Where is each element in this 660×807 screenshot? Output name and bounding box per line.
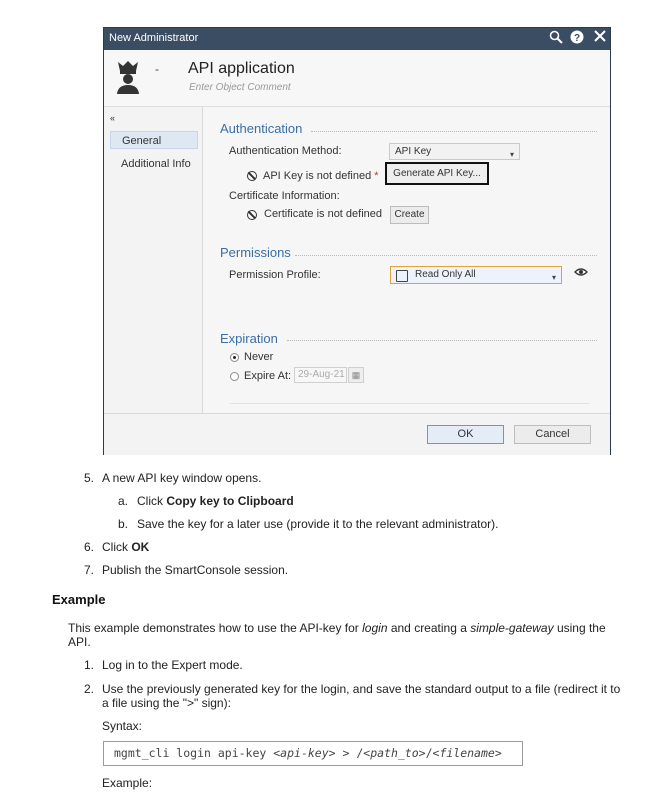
code-block: mgmt_cli login api-key <api-key> > /<path_to>/<filename>: [103, 741, 523, 766]
generate-api-key-button[interactable]: Generate API Key...: [385, 162, 489, 185]
substep-text: Click Copy key to Clipboard: [137, 494, 294, 508]
dialog-sidebar: [104, 107, 203, 413]
substep-number: a.: [118, 494, 129, 508]
object-dash: -: [155, 62, 159, 76]
section-divider: [287, 340, 597, 341]
api-key-status: API Key is not defined *: [263, 170, 379, 182]
auth-method-value: API Key: [395, 146, 432, 157]
chevron-down-icon: ▾: [509, 150, 514, 159]
section-heading: Example: [52, 592, 106, 607]
object-name[interactable]: API application: [188, 60, 295, 77]
not-defined-icon: [247, 210, 257, 220]
substep-number: b.: [118, 517, 129, 531]
svg-text:?: ?: [573, 33, 581, 44]
create-certificate-button[interactable]: Create: [390, 206, 429, 224]
dialog-title: New Administrator: [109, 32, 199, 44]
step-text: Publish the SmartConsole session.: [102, 563, 289, 577]
sidebar-item-additional-info[interactable]: Additional Info: [121, 158, 191, 170]
calendar-icon[interactable]: ▦: [348, 367, 364, 383]
example-label: Example:: [102, 776, 153, 790]
step-text: Use the previously generated key for the login, and save the standard output to a file (redirect it to: [102, 682, 621, 696]
ok-button[interactable]: OK: [427, 425, 504, 444]
chevron-down-icon: ▾: [551, 273, 556, 282]
expire-at-label: Expire At:: [244, 370, 292, 382]
authentication-section-title: Authentication: [220, 121, 303, 136]
step-number: 7.: [84, 563, 95, 577]
new-administrator-dialog: [103, 27, 611, 455]
step-number: 5.: [84, 471, 95, 485]
step-number: 1.: [84, 658, 95, 672]
certificate-info-label: Certificate Information:: [229, 190, 340, 202]
permission-profile-select[interactable]: [390, 266, 562, 284]
step-text: Click OK: [102, 540, 150, 554]
permission-profile-value: Read Only All: [415, 269, 476, 280]
administrator-icon: [115, 59, 141, 95]
general-page: [203, 107, 610, 413]
example-intro-cont: API.: [68, 635, 91, 649]
dialog-titlebar: [104, 28, 610, 50]
step-number: 6.: [84, 540, 95, 554]
tag-divider: [230, 403, 590, 404]
step-text-cont: a file using the ">" sign):: [102, 696, 231, 710]
dialog-footer: [104, 413, 610, 455]
cancel-button[interactable]: Cancel: [514, 425, 591, 444]
search-icon[interactable]: [548, 30, 564, 46]
certificate-status: Certificate is not defined: [264, 208, 383, 220]
dialog-header: [104, 50, 610, 107]
profile-icon: [396, 270, 408, 282]
expiration-date-input[interactable]: 29-Aug-21: [294, 367, 347, 383]
help-icon[interactable]: [569, 30, 585, 46]
syntax-label: Syntax:: [102, 719, 143, 733]
never-label: Never: [244, 351, 274, 363]
not-defined-icon: [247, 171, 257, 181]
auth-method-select[interactable]: [389, 143, 520, 160]
permissions-section-title: Permissions: [220, 245, 291, 260]
close-icon[interactable]: [592, 30, 608, 46]
object-comment-input[interactable]: Enter Object Comment: [189, 82, 291, 93]
section-divider: [311, 131, 597, 132]
section-divider: [295, 255, 597, 256]
example-intro: This example demonstrates how to use the API-key for login and creating a simple-gateway using the: [68, 621, 606, 635]
step-number: 2.: [84, 682, 95, 696]
auth-method-label: Authentication Method:: [229, 145, 342, 157]
expiration-section-title: Expiration: [220, 331, 278, 346]
permission-profile-label: Permission Profile:: [229, 269, 321, 281]
substep-text: Save the key for a later use (provide it to the relevant administrator).: [137, 517, 499, 531]
sidebar-item-general[interactable]: General: [110, 131, 198, 149]
collapse-sidebar-icon[interactable]: «: [110, 113, 116, 123]
expire-at-radio[interactable]: [230, 372, 239, 381]
step-text: A new API key window opens.: [102, 471, 262, 485]
eye-icon[interactable]: [574, 267, 588, 281]
never-radio[interactable]: [230, 353, 239, 362]
step-text: Log in to the Expert mode.: [102, 658, 243, 672]
